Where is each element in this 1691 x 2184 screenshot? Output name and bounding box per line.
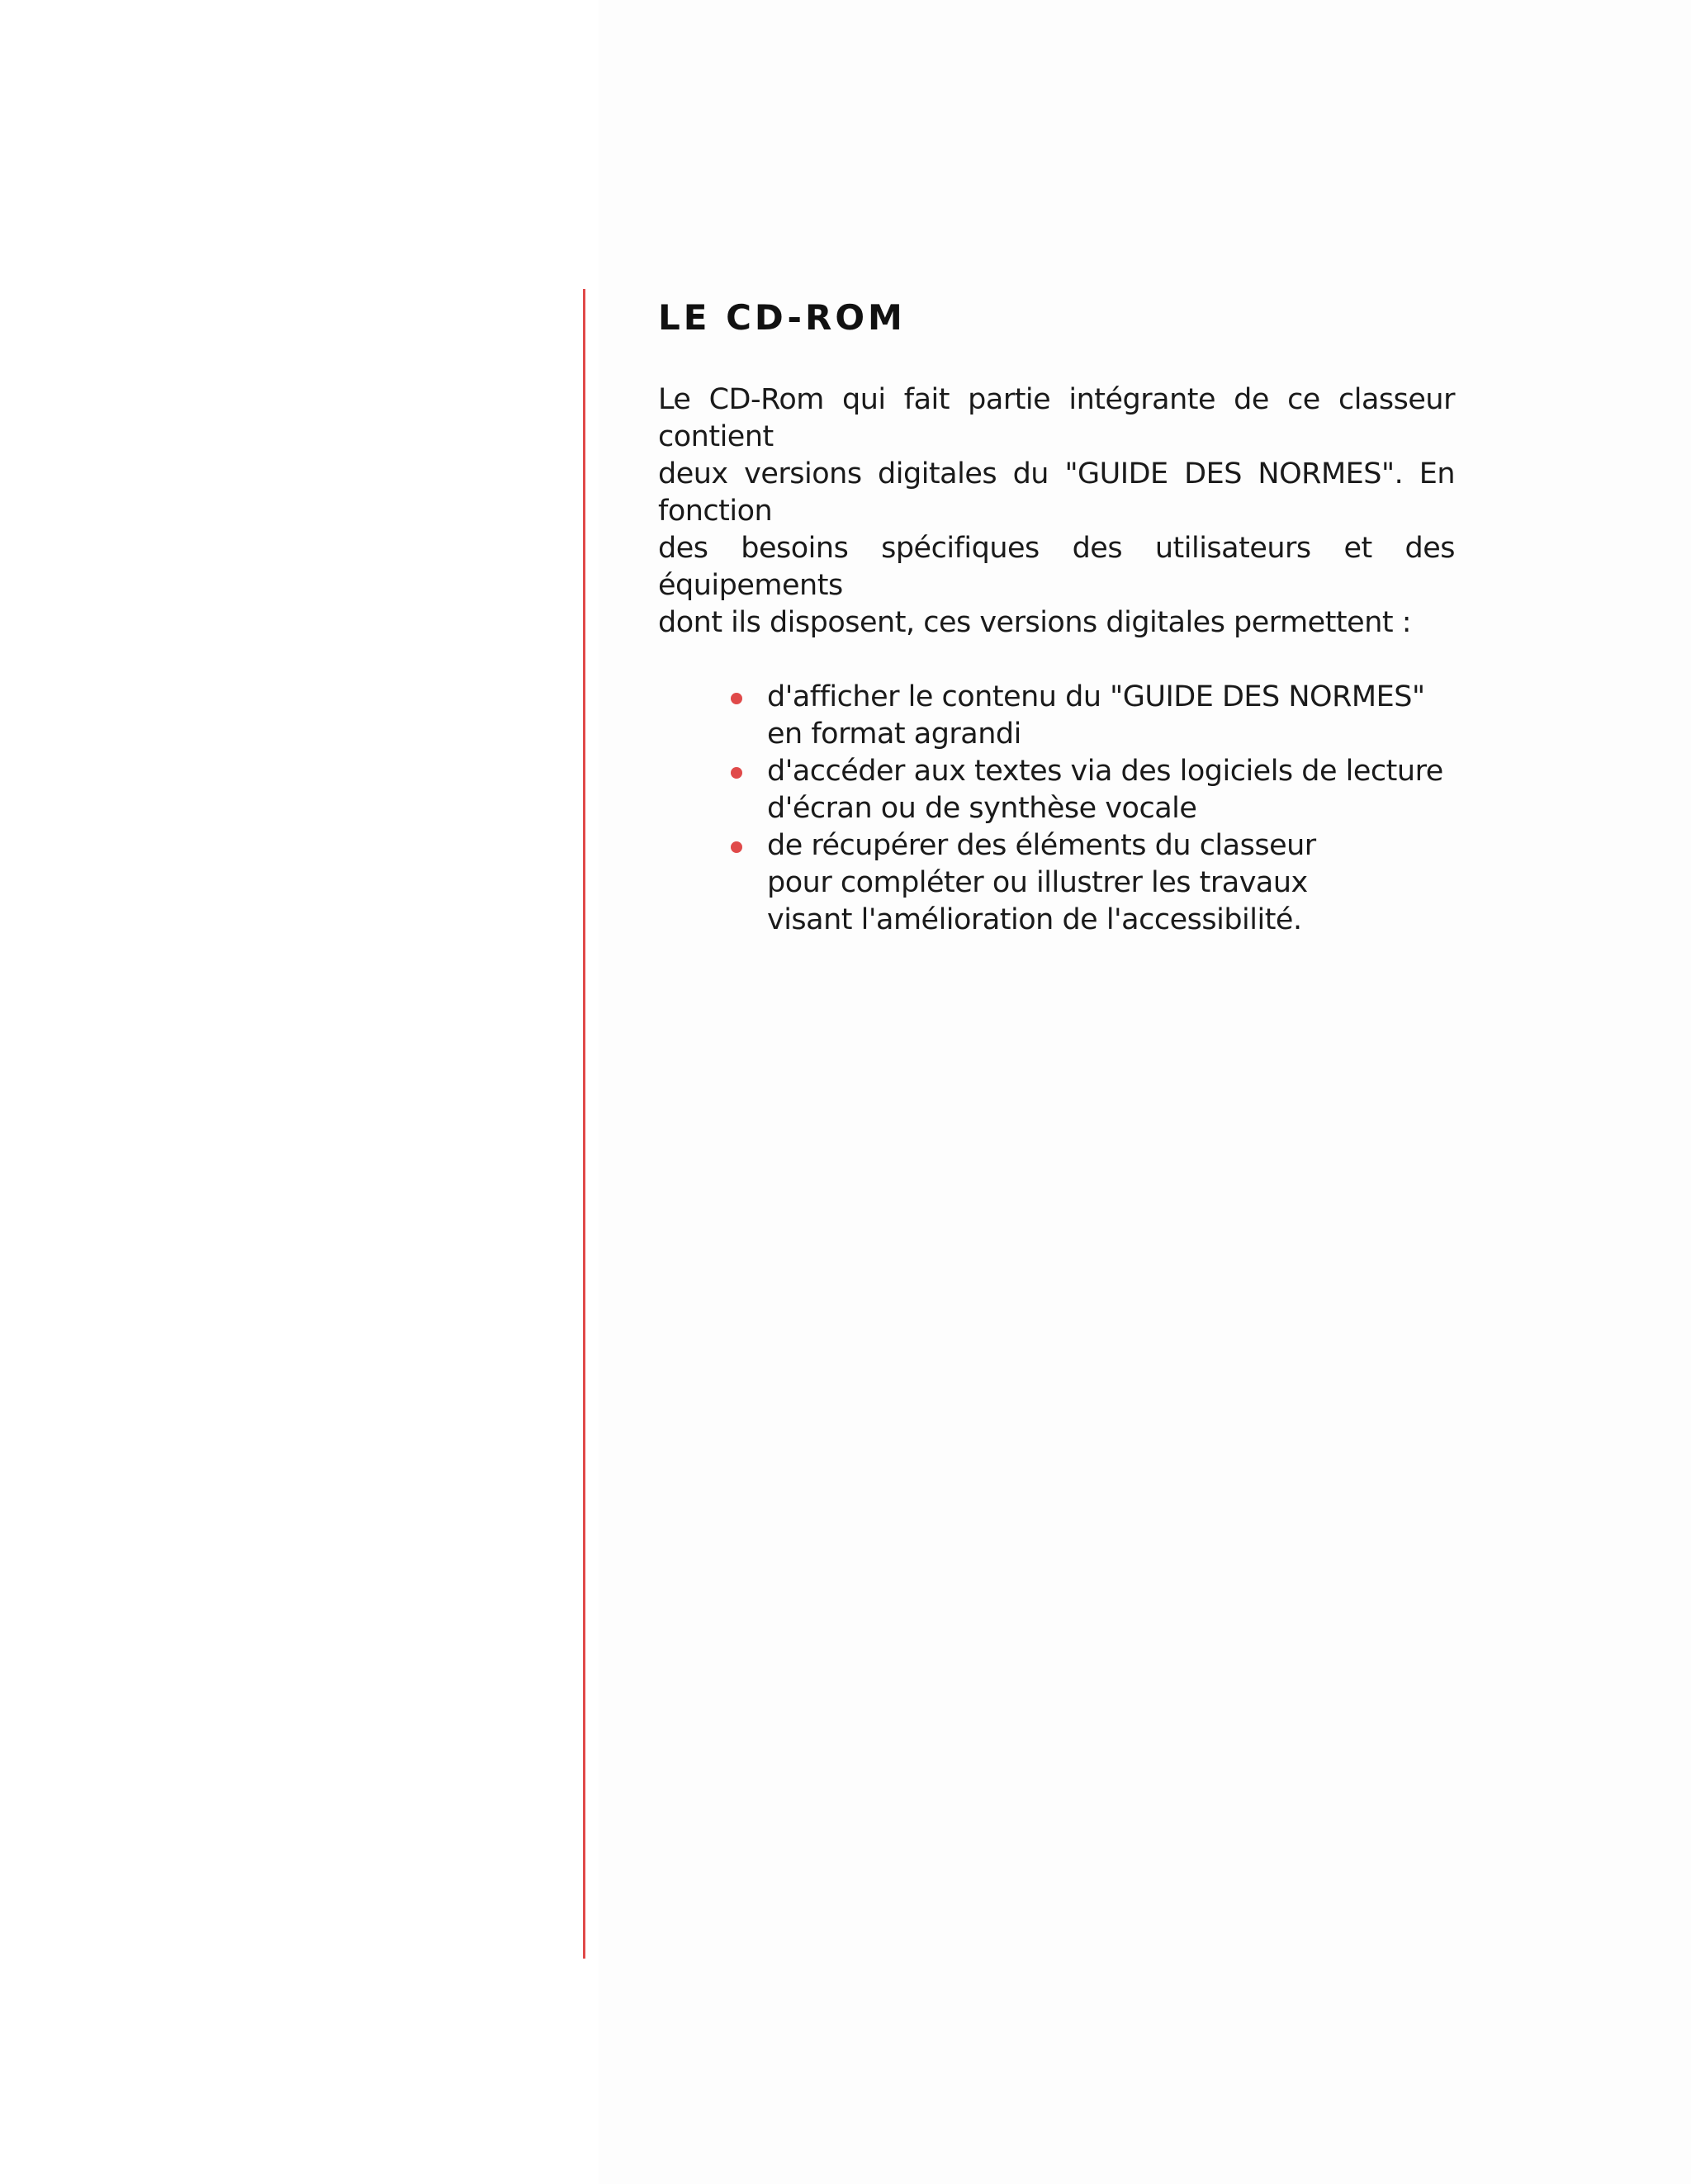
bullet-icon xyxy=(731,693,742,704)
list-item-line: d'écran ou de synthèse vocale xyxy=(767,792,1197,825)
intro-paragraph xyxy=(658,381,1455,642)
list-item-line: d'accéder aux textes via des logiciels de lecture xyxy=(767,755,1443,788)
list-item xyxy=(658,827,1455,939)
intro-line-last: dont ils disposent, ces versions digitales permettent : xyxy=(658,606,1412,639)
intro-line: deux versions digitales du "GUIDE DES NORMES". En fonction xyxy=(658,457,1455,528)
section-title: LE CD-ROM xyxy=(658,297,906,338)
intro-line: des besoins spécifiques des utilisateurs et des équipements xyxy=(658,532,1455,602)
list-item-line: en format agrandi xyxy=(767,718,1021,751)
bullet-icon xyxy=(731,841,742,853)
list-item xyxy=(658,753,1455,827)
list-item-line: de récupérer des éléments du classeur xyxy=(767,829,1316,862)
list-item-line: pour compléter ou illustrer les travaux xyxy=(767,866,1308,899)
bullet-icon xyxy=(731,767,742,779)
bullet-list xyxy=(658,679,1455,939)
list-item-line: d'afficher le contenu du "GUIDE DES NORMES" xyxy=(767,680,1425,713)
intro-line: Le CD-Rom qui fait partie intégrante de ce classeur contient xyxy=(658,383,1455,453)
list-item xyxy=(658,679,1455,753)
main-content xyxy=(658,293,1455,939)
list-item-line: visant l'amélioration de l'accessibilité. xyxy=(767,903,1302,936)
red-vertical-rule xyxy=(583,289,585,1959)
